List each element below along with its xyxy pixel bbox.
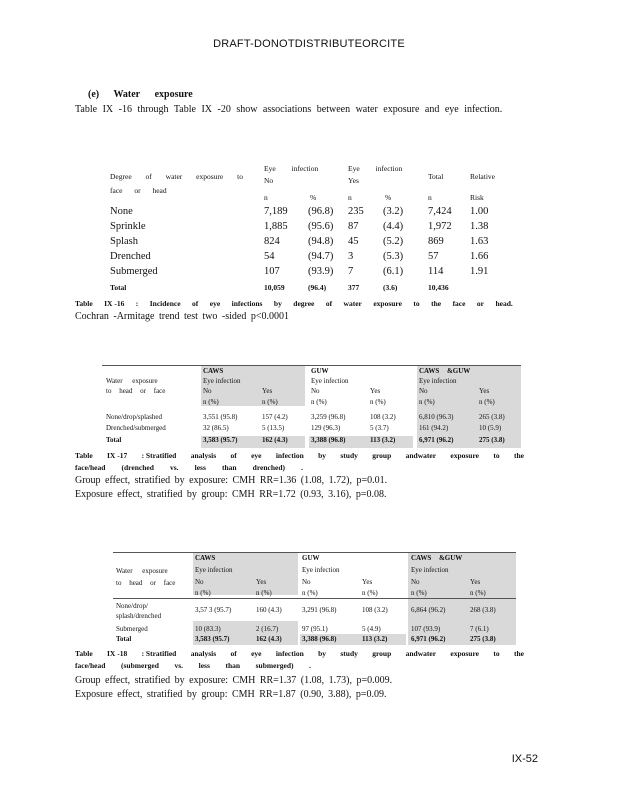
caption-word: eye xyxy=(251,649,262,658)
caption-word: to xyxy=(493,649,500,658)
col-eye-no-header: Eye infection xyxy=(264,164,319,173)
no-label: No xyxy=(302,578,311,586)
cell: 129 (96.3) xyxy=(311,424,341,432)
eye-infection-label: Eye infection xyxy=(302,566,340,574)
caption-word: IX -17 xyxy=(107,451,128,460)
caption-word: (drenched xyxy=(121,463,154,472)
cell-n-yes: 3 xyxy=(348,251,354,262)
caption-word: vs. xyxy=(169,463,179,472)
row-label: None/drop/splashed xyxy=(106,413,162,421)
cell-total: 7,424 xyxy=(428,206,452,217)
caption-word: degree xyxy=(293,299,315,308)
npct-label: n (%) xyxy=(362,589,378,597)
row-header-2: to head or face xyxy=(106,387,166,395)
cell-pct-yes: (4.4) xyxy=(383,221,404,232)
caption-word: analysis xyxy=(190,451,217,460)
page-number: IX-52 xyxy=(511,753,538,765)
table-caption-line-2 xyxy=(75,463,303,472)
caption-word: drenched) xyxy=(252,463,286,472)
caption-word: andwater xyxy=(405,451,437,460)
group-guw: GUW xyxy=(311,367,329,375)
row-label: Submerged xyxy=(110,266,158,277)
cell-pct-no: (96.8) xyxy=(308,206,334,217)
caption-word: andwater xyxy=(405,649,437,658)
eye-infection-label: Eye infection xyxy=(411,566,449,574)
cell: 3,551 (95.8) xyxy=(203,413,238,421)
caption-word: (submerged xyxy=(121,661,159,670)
caption-word: vs. xyxy=(174,661,184,670)
row-label: None xyxy=(110,206,133,217)
caption-word: analysis xyxy=(190,649,217,658)
cell-n-no: 1,885 xyxy=(264,221,288,232)
total-cell: 3,388 (96.8) xyxy=(302,635,337,643)
npct-label: n (%) xyxy=(302,589,318,597)
row-label: Drenched/submerged xyxy=(106,424,166,432)
eye-infection-label: Eye infection xyxy=(311,377,349,385)
group-combined: CAWS &GUW xyxy=(411,554,463,562)
cell-pct-yes: (5.2) xyxy=(383,236,404,247)
sub-pct-yes: % xyxy=(385,193,392,202)
row-label-2: splash/drenched xyxy=(116,612,162,620)
caption-word: of xyxy=(230,451,237,460)
cell: 5 (3.7) xyxy=(370,424,389,432)
cell: 2 (16.7) xyxy=(256,625,279,633)
caption-word: : Stratified xyxy=(141,649,177,658)
eye-infection-label: Eye infection xyxy=(195,566,233,574)
col-degree-header: Degree of water exposure to xyxy=(110,172,243,181)
cell-rr: 1.00 xyxy=(470,206,489,217)
caption-word: exposure xyxy=(450,649,480,658)
total-cell: 275 (3.8) xyxy=(479,436,505,444)
caption-word: : Stratified xyxy=(141,451,177,460)
npct-label: n (%) xyxy=(195,589,211,597)
npct-label: n (%) xyxy=(411,589,427,597)
cell: 97 (95.1) xyxy=(302,625,328,633)
caption-word: infections xyxy=(231,299,263,308)
yes-label: Yes xyxy=(262,387,273,395)
sub-n-yes: n xyxy=(348,193,352,202)
no-label: No xyxy=(203,387,212,395)
cell: 6,864 (96.2) xyxy=(411,606,446,614)
npct-label: n (%) xyxy=(370,398,386,406)
cell: 107 (93.9) xyxy=(411,625,441,633)
total-n-no: 10,059 xyxy=(264,283,285,292)
row-header-1: Water exposure xyxy=(106,377,158,385)
yes-label: Yes xyxy=(470,578,481,586)
page-header: DRAFT-DONOTDISTRIBUTEORCITE xyxy=(213,38,405,50)
no-label: No xyxy=(411,578,420,586)
top-rule xyxy=(102,365,521,366)
cell-n-no: 7,189 xyxy=(264,206,288,217)
no-label: No xyxy=(195,578,204,586)
cell: 108 (3.2) xyxy=(370,413,396,421)
cell-total: 869 xyxy=(428,236,444,247)
yes-label: Yes xyxy=(479,387,490,395)
total-cell: 6,971 (96.2) xyxy=(419,436,454,444)
group-combined: CAWS &GUW xyxy=(419,367,471,375)
cell: 5 (13.5) xyxy=(262,424,285,432)
cell: 3,259 (96.8) xyxy=(311,413,346,421)
caption-word: the xyxy=(513,649,524,658)
cell-pct-yes: (6.1) xyxy=(383,266,404,277)
caption-word: face/head xyxy=(75,463,106,472)
cell: 108 (3.2) xyxy=(362,606,388,614)
caption-word: study xyxy=(340,649,358,658)
cell-pct-no: (94.7) xyxy=(308,251,334,262)
caption-word: to xyxy=(413,299,420,308)
cell-total: 57 xyxy=(428,251,439,262)
caption-word: less xyxy=(198,661,210,670)
caption-word: submerged) xyxy=(255,661,294,670)
cell: 10 (83.3) xyxy=(195,625,221,633)
col-eye-no-sub: No xyxy=(264,176,274,185)
caption-word: Incidence xyxy=(149,299,181,308)
caption-word: Table xyxy=(75,649,93,658)
cell: 3,57 3 (95.7) xyxy=(195,606,232,614)
caption-word: Table xyxy=(75,299,93,308)
yes-label: Yes xyxy=(256,578,267,586)
total-label: Total xyxy=(116,635,132,643)
npct-label: n (%) xyxy=(256,589,272,597)
col-eye-yes-sub: Yes xyxy=(348,176,359,185)
section-heading xyxy=(88,89,205,100)
cell: 157 (4.2) xyxy=(262,413,288,421)
sub-n-no: n xyxy=(264,193,268,202)
cell: 268 (3.8) xyxy=(470,606,496,614)
total-cell: 6,971 (96.2) xyxy=(411,635,446,643)
cell-total: 1,972 xyxy=(428,221,452,232)
total-cell: 113 (3.2) xyxy=(362,635,388,643)
cell: 5 (4.9) xyxy=(362,625,381,633)
npct-label: n (%) xyxy=(479,398,495,406)
table-caption xyxy=(75,299,513,308)
header-rule xyxy=(113,598,516,599)
caption-word: by xyxy=(318,451,327,460)
sub-pct-no: % xyxy=(310,193,317,202)
row-label: Sprinkle xyxy=(110,221,146,232)
caption-word: than xyxy=(225,661,241,670)
cell-rr: 1.66 xyxy=(470,251,489,262)
group-caws: CAWS xyxy=(203,367,224,375)
section-title-word-2: exposure xyxy=(154,89,193,100)
total-cell: 162 (4.3) xyxy=(262,436,288,444)
caption-word: infection xyxy=(275,649,304,658)
npct-label: n (%) xyxy=(419,398,435,406)
caption-word: infection xyxy=(275,451,304,460)
yes-label: Yes xyxy=(370,387,381,395)
exposure-effect-text: Exposure effect, stratified by group: CMH RR=1.87 (0.90, 3.88), p=0.09. xyxy=(75,689,387,700)
total-total: 10,436 xyxy=(428,283,449,292)
cell-n-yes: 87 xyxy=(348,221,359,232)
cell-pct-no: (94.8) xyxy=(308,236,334,247)
caption-word: head. xyxy=(495,299,513,308)
group-caws: CAWS xyxy=(195,554,216,562)
group-effect-text: Group effect, stratified by exposure: CMH RR=1.36 (1.08, 1.72), p=0.01. xyxy=(75,475,388,486)
caption-word: water xyxy=(343,299,362,308)
caption-word: group xyxy=(372,451,392,460)
cell-rr: 1.63 xyxy=(470,236,489,247)
total-cell: 3,388 (96.8) xyxy=(311,436,346,444)
caption-word: face xyxy=(452,299,466,308)
no-label: No xyxy=(419,387,428,395)
caption-word: . xyxy=(301,463,303,472)
cell-n-no: 54 xyxy=(264,251,275,262)
cell: 161 (94.2) xyxy=(419,424,449,432)
group-effect-text: Group effect, stratified by exposure: CMH RR=1.37 (1.08, 1.73), p=0.009. xyxy=(75,675,393,686)
row-label: Drenched xyxy=(110,251,151,262)
trend-test-text: Cochran -Armitage trend test two -sided p<0.0001 xyxy=(75,311,289,322)
caption-word: group xyxy=(372,649,392,658)
cell: 10 (5.9) xyxy=(479,424,502,432)
section-title-word-1: Water xyxy=(113,89,141,100)
caption-word: to xyxy=(493,451,500,460)
total-label: Total xyxy=(110,283,127,292)
total-pct-no: (96.4) xyxy=(308,283,327,292)
col-total-header: Total xyxy=(428,172,444,181)
sub-n-total: n xyxy=(428,193,432,202)
caption-word: the xyxy=(431,299,442,308)
cell-n-yes: 7 xyxy=(348,266,354,277)
caption-word: or xyxy=(476,299,485,308)
caption-word: exposure xyxy=(450,451,480,460)
caption-word: IX -16 xyxy=(104,299,125,308)
total-n-yes: 377 xyxy=(348,283,360,292)
total-cell: 162 (4.3) xyxy=(256,635,282,643)
row-label: Submerged xyxy=(116,625,148,633)
col-degree-header-2: face or head xyxy=(110,186,167,195)
total-cell: 3,583 (95.7) xyxy=(203,436,238,444)
caption-word: Table xyxy=(75,451,93,460)
total-cell: 3,583 (95.7) xyxy=(195,635,230,643)
npct-label: n (%) xyxy=(311,398,327,406)
cell: 160 (4.3) xyxy=(256,606,282,614)
caption-word: less xyxy=(194,463,206,472)
row-header-1: Water exposure xyxy=(116,567,168,575)
cell-n-no: 107 xyxy=(264,266,280,277)
row-header-2: to head or face xyxy=(116,579,176,587)
group-guw: GUW xyxy=(302,554,320,562)
caption-word: eye xyxy=(251,451,262,460)
caption-word: by xyxy=(273,299,282,308)
eye-infection-label: Eye infection xyxy=(419,377,457,385)
cell-pct-no: (95.6) xyxy=(308,221,334,232)
row-label: Splash xyxy=(110,236,139,247)
cell: 6,810 (96.3) xyxy=(419,413,454,421)
caption-word: the xyxy=(513,451,524,460)
cell-pct-yes: (3.2) xyxy=(383,206,404,217)
table-caption xyxy=(75,649,524,658)
caption-word: than xyxy=(221,463,237,472)
total-pct-yes: (3.6) xyxy=(383,283,398,292)
cell: 265 (3.8) xyxy=(479,413,505,421)
total-cell: 275 (3.8) xyxy=(470,635,496,643)
top-rule xyxy=(113,552,516,553)
caption-word: face/head xyxy=(75,661,106,670)
caption-word: exposure xyxy=(373,299,402,308)
table-caption-line-2 xyxy=(75,661,311,670)
intro-paragraph: Table IX -16 through Table IX -20 show associations between water exposure and eye infection. xyxy=(75,104,503,115)
caption-word: : xyxy=(135,299,139,308)
sub-risk: Risk xyxy=(470,193,484,202)
row-label: None/drop/ xyxy=(116,602,148,610)
caption-word: of xyxy=(192,299,199,308)
caption-word: eye xyxy=(209,299,221,308)
cell: 7 (6.1) xyxy=(470,625,489,633)
yes-label: Yes xyxy=(362,578,373,586)
cell: 3,291 (96.8) xyxy=(302,606,337,614)
section-label: (e) xyxy=(88,89,100,100)
eye-infection-label: Eye infection xyxy=(203,377,241,385)
cell-rr: 1.91 xyxy=(470,266,489,277)
caption-word: study xyxy=(340,451,358,460)
caption-word: . xyxy=(309,661,311,670)
exposure-effect-text: Exposure effect, stratified by group: CMH RR=1.72 (0.93, 3.16), p=0.08. xyxy=(75,489,387,500)
caption-word: by xyxy=(318,649,327,658)
cell-rr: 1.38 xyxy=(470,221,489,232)
cell-n-yes: 235 xyxy=(348,206,364,217)
cell: 32 (86.5) xyxy=(203,424,229,432)
npct-label: n (%) xyxy=(203,398,219,406)
no-label: No xyxy=(311,387,320,395)
col-eye-yes-header: Eye infection xyxy=(348,164,403,173)
caption-word: IX -18 xyxy=(107,649,128,658)
total-cell: 113 (3.2) xyxy=(370,436,396,444)
cell-pct-no: (93.9) xyxy=(308,266,334,277)
npct-label: n (%) xyxy=(470,589,486,597)
caption-word: of xyxy=(325,299,333,308)
col-rr-header: Relative xyxy=(470,172,495,181)
cell-n-no: 824 xyxy=(264,236,280,247)
table-caption xyxy=(75,451,524,460)
cell-pct-yes: (5.3) xyxy=(383,251,404,262)
cell-total: 114 xyxy=(428,266,444,277)
cell-n-yes: 45 xyxy=(348,236,359,247)
total-label: Total xyxy=(106,436,122,444)
caption-word: of xyxy=(230,649,237,658)
npct-label: n (%) xyxy=(262,398,278,406)
